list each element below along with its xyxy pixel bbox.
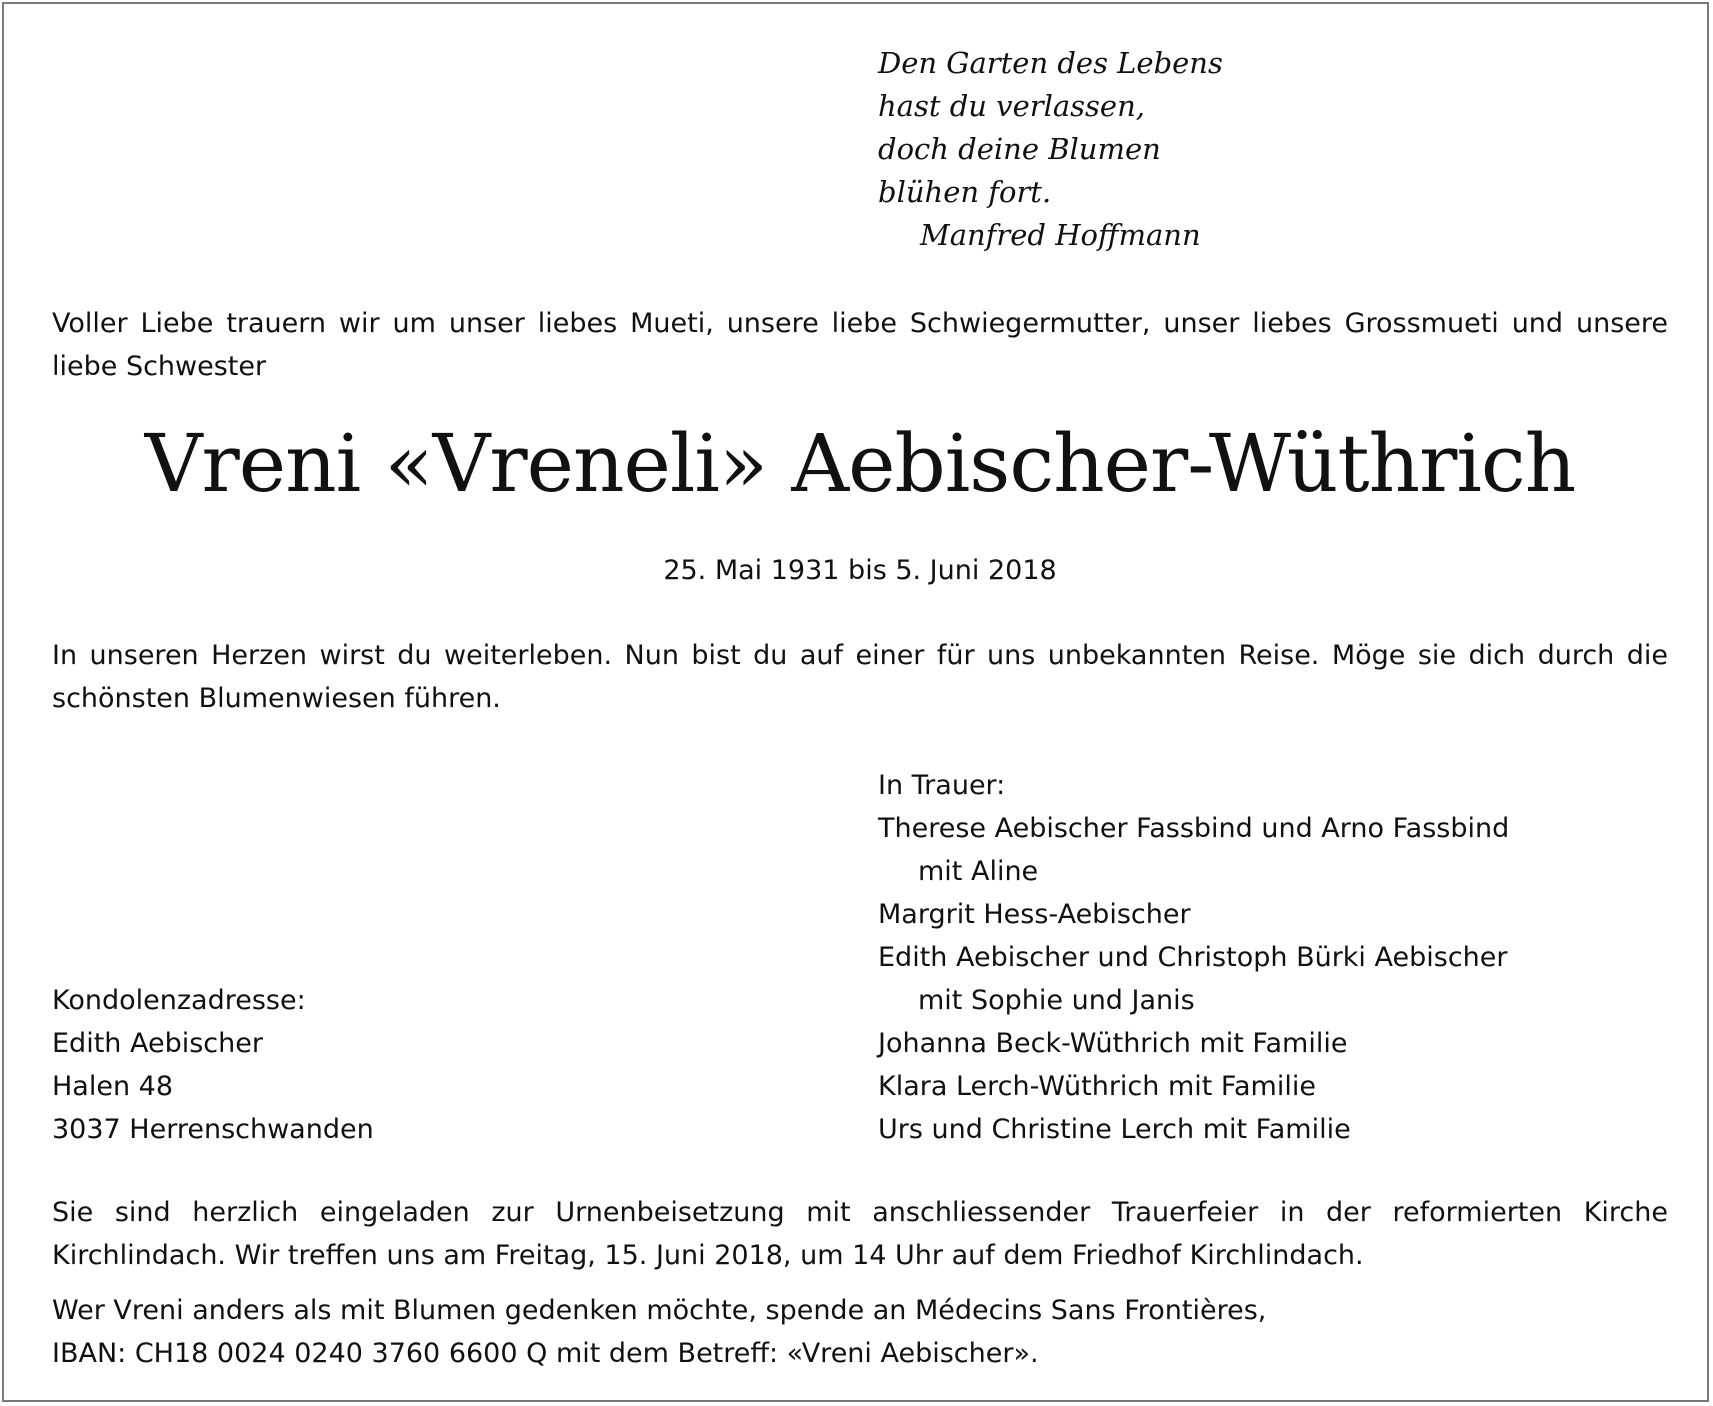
condolence-address — [52, 979, 374, 1151]
farewell-text: In unseren Herzen wirst du weiterleben. Nun bist du auf einer für uns unbekannten Reise. Möge sie dich durch die schönsten Blumenwiesen führen. — [52, 640, 1668, 714]
poem-line: hast du verlassen, — [878, 89, 1145, 123]
mourner-line: Johanna Beck-Wüthrich mit Familie — [878, 1028, 1348, 1059]
address-heading: Kondolenzadresse: — [52, 985, 306, 1016]
mourner-line: Urs und Christine Lerch mit Familie — [878, 1114, 1351, 1145]
poem-line: Den Garten des Lebens — [878, 46, 1223, 80]
address-city: 3037 Herrenschwanden — [52, 1114, 374, 1145]
mourners-list — [878, 764, 1509, 1151]
mourner-line: Klara Lerch-Wüthrich mit Familie — [878, 1071, 1316, 1102]
deceased-name: Vreni «Vreneli» Aebischer-Wüthrich — [144, 417, 1576, 510]
mourner-line: mit Sophie und Janis — [918, 985, 1195, 1016]
poem-author: Manfred Hoffmann — [920, 218, 1201, 252]
address-street: Halen 48 — [52, 1071, 174, 1102]
poem-quote — [878, 42, 1223, 257]
obituary-notice — [2, 2, 1709, 1402]
life-dates: 25. Mai 1931 bis 5. Juni 2018 — [663, 555, 1057, 586]
donation-iban-line: IBAN: CH18 0024 0240 3760 6600 Q mit dem Betreff: «Vreni Aebischer». — [52, 1338, 1039, 1369]
poem-line: blühen fort. — [878, 175, 1052, 209]
mourners-heading: In Trauer: — [878, 770, 1006, 801]
mourner-line: Edith Aebischer und Christoph Bürki Aebischer — [878, 942, 1508, 973]
intro-text: Voller Liebe trauern wir um unser liebes Mueti, unsere liebe Schwiegermutter, unser liebes Grossmueti und unsere liebe Schwester — [52, 308, 1668, 382]
address-name: Edith Aebischer — [52, 1028, 263, 1059]
poem-line: doch deine Blumen — [878, 132, 1161, 166]
mourner-line: mit Aline — [918, 856, 1039, 887]
donation-line: Wer Vreni anders als mit Blumen gedenken möchte, spende an Médecins Sans Frontières, — [52, 1295, 1267, 1326]
mourner-line: Therese Aebischer Fassbind und Arno Fassbind — [878, 813, 1510, 844]
funeral-invitation: Sie sind herzlich eingeladen zur Urnenbeisetzung mit anschliessender Trauerfeier in der reformierten Kirche Kirchlindach. Wir treffen uns am Freitag, 15. Juni 2018, um 14 Uhr auf dem Friedhof Kirchlindach. — [52, 1197, 1668, 1271]
donation-note — [52, 1289, 1668, 1375]
mourner-line: Margrit Hess-Aebischer — [878, 899, 1191, 930]
